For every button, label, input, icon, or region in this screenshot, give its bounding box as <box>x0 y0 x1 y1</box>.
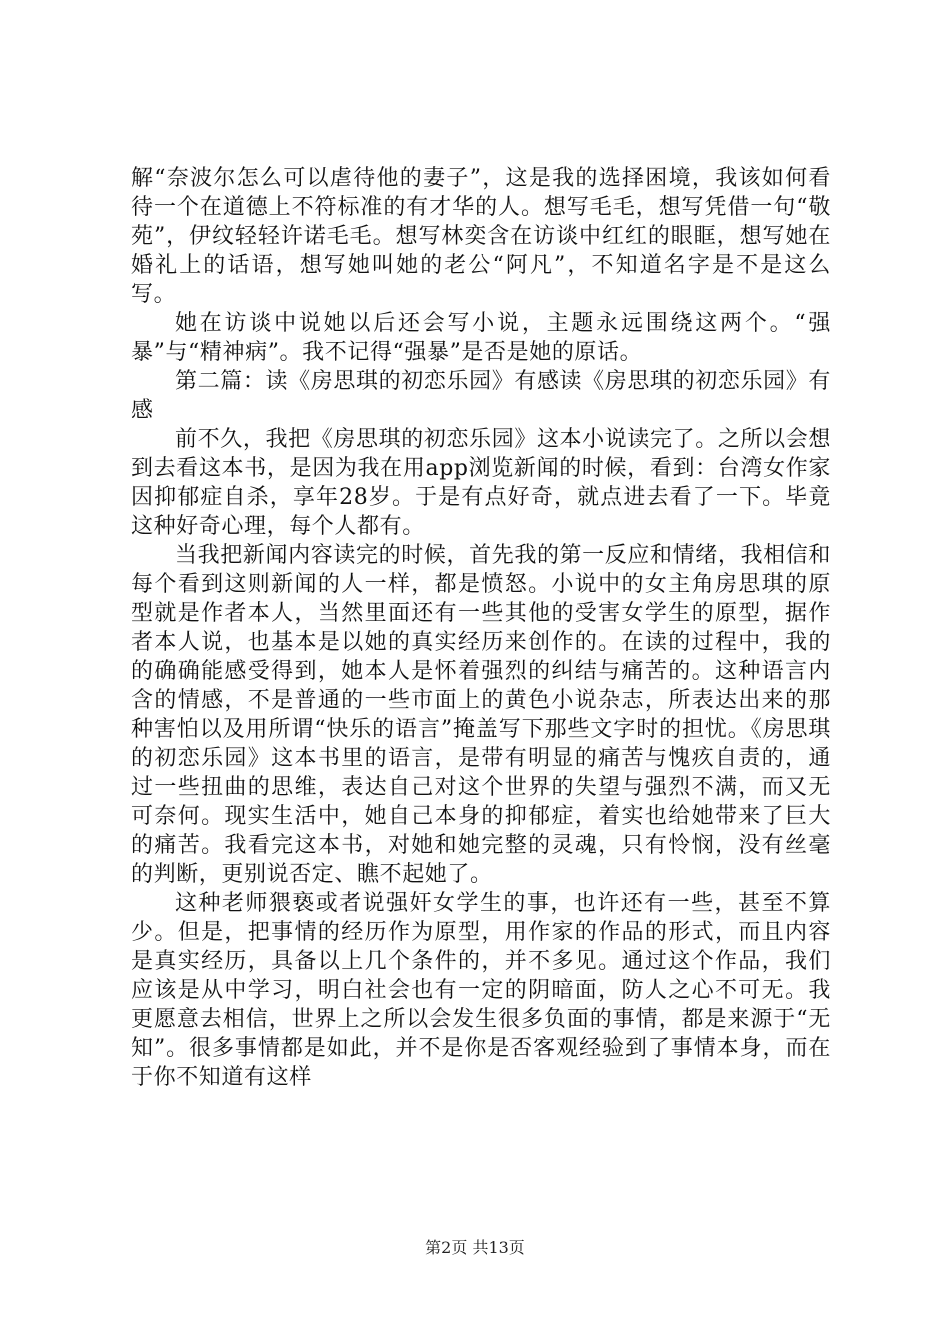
paragraph-3: 前不久，我把《房思琪的初恋乐园》这本小说读完了。之所以会想到去看这本书，是因为我在用app浏览新闻的时候，看到：台湾女作家因抑郁症自杀，享年28岁。于是有点好奇，就点进去看了一下。毕竟这种好奇心理，每个人都有。 <box>131 427 831 539</box>
page-number-footer: 第2页 共13页 <box>425 1238 525 1257</box>
paragraph-5: 这种老师猥亵或者说强奸女学生的事，也许还有一些，甚至不算少。但是，把事情的经历作为原型，用作家的作品的形式，而且内容是真实经历，具备以上几个条件的，并不多见。通过这个作品，我们应该是从中学习，明白社会也有一定的阴暗面，防人之心不可无。我更愿意去相信，世界上之所以会发生很多负面的事情，都是来源于“无知”。很多事情都是如此，并不是你是否客观经验到了事情本身，而在于你不知道有这样 <box>131 891 831 1090</box>
paragraph-2: 她在访谈中说她以后还会写小说，主题永远围绕这两个。“强暴”与“精神病”。我不记得“强暴”是否是她的原话。 <box>131 311 831 365</box>
document-body <box>131 164 831 1092</box>
paragraph-4: 当我把新闻内容读完的时候，首先我的第一反应和情绪，我相信和每个看到这则新闻的人一样，都是愤怒。小说中的女主角房思琪的原型就是作者本人，当然里面还有一些其他的受害女学生的原型，据作者本人说，也基本是以她的真实经历来创作的。在读的过程中，我的的确确能感受得到，她本人是怀着强烈的纠结与痛苦的。这种语言内含的情感，不是普通的一些市面上的黄色小说杂志，所表达出来的那种害怕以及用所谓“快乐的语言”掩盖写下那些文字时的担忧。《房思琪的初恋乐园》这本书里的语言，是带有明显的痛苦与愧疚自责的，通过一些扭曲的思维，表达自己对这个世界的失望与强烈不满，而又无可奈何。现实生活中，她自己本身的抑郁症，着实也给她带来了巨大的痛苦。我看完这本书，对她和她完整的灵魂，只有怜悯，没有丝毫的判断，更别说否定、瞧不起她了。 <box>131 543 831 887</box>
paragraph-1: 解“奈波尔怎么可以虐待他的妻子”，这是我的选择困境，我该如何看待一个在道德上不符标准的有才华的人。想写毛毛，想写凭借一句“敬苑”，伊纹轻轻许诺毛毛。想写林奕含在访谈中红红的眼眶，想写她在婚礼上的话语，想写她叫她的老公“阿凡”，不知道名字是不是这么写。 <box>131 166 831 307</box>
section-heading: 第二篇：读《房思琪的初恋乐园》有感读《房思琪的初恋乐园》有感 <box>131 369 831 423</box>
